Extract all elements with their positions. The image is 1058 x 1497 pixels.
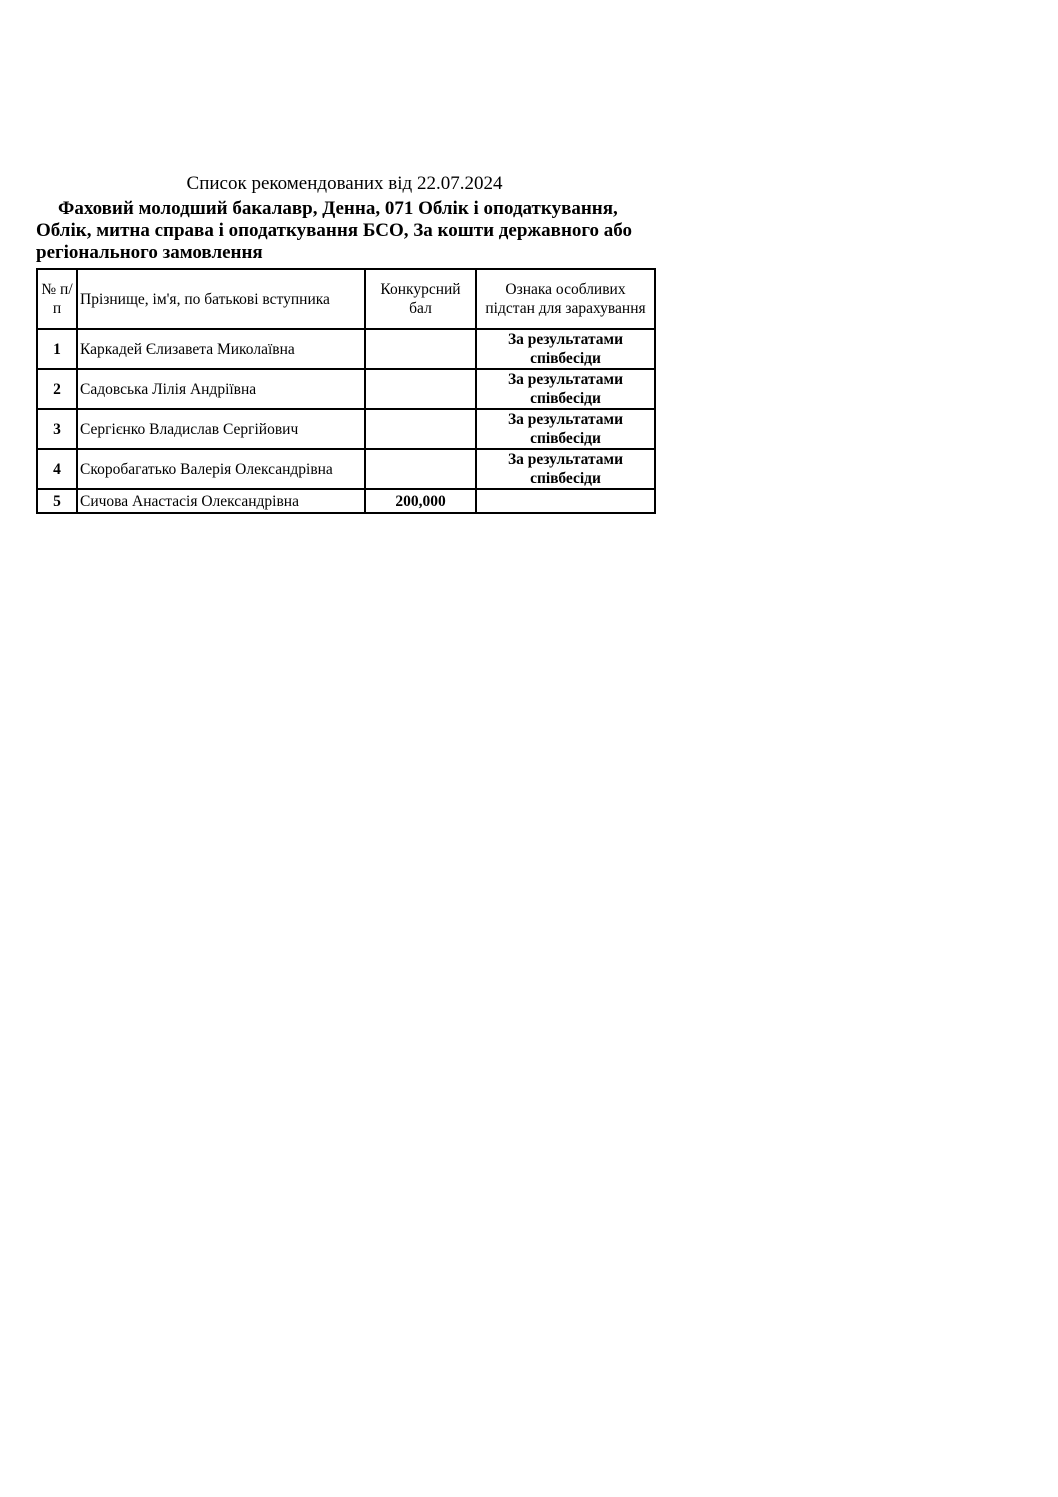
row-name: Сергієнко Владислав Сергійович: [77, 409, 365, 449]
row-number: 2: [37, 369, 77, 409]
table-row: [37, 449, 655, 489]
row-basis: За результатами співбесіди: [476, 409, 655, 449]
row-score: 200,000: [365, 489, 476, 513]
table-row: [37, 329, 655, 369]
header-name: Прізнище, ім'я, по батькові вступника: [77, 269, 365, 329]
row-name: Сичова Анастасія Олександрівна: [77, 489, 365, 513]
header-number: № п/п: [37, 269, 77, 329]
table-row: [37, 369, 655, 409]
table-header-row: [37, 269, 655, 329]
row-score: [365, 329, 476, 369]
document-title: Список рекомендованих від 22.07.2024: [186, 173, 503, 194]
table-row: [37, 409, 655, 449]
header-score: Конкурсний бал: [365, 269, 476, 329]
row-name: Каркадей Єлизавета Миколаївна: [77, 329, 365, 369]
row-score: [365, 409, 476, 449]
table-row: [37, 489, 655, 513]
row-number: 4: [37, 449, 77, 489]
row-score: [365, 449, 476, 489]
row-basis: За результатами співбесіди: [476, 369, 655, 409]
row-number: 5: [37, 489, 77, 513]
header-basis: Ознака особливих підстан для зарахування: [476, 269, 655, 329]
row-number: 3: [37, 409, 77, 449]
row-basis: За результатами співбесіди: [476, 329, 655, 369]
document-subtitle: Фаховий молодший бакалавр, Денна, 071 Облік і оподаткування, Облік, митна справа і оподаткування БСО, За кошти державного або регіонального замовлення: [36, 198, 633, 263]
row-name: Скоробагатько Валерія Олександрівна: [77, 449, 365, 489]
row-basis: За результатами співбесіди: [476, 449, 655, 489]
row-basis: [476, 489, 655, 513]
recommended-list-table: [36, 268, 656, 514]
row-number: 1: [37, 329, 77, 369]
row-score: [365, 369, 476, 409]
row-name: Садовська Лілія Андріївна: [77, 369, 365, 409]
